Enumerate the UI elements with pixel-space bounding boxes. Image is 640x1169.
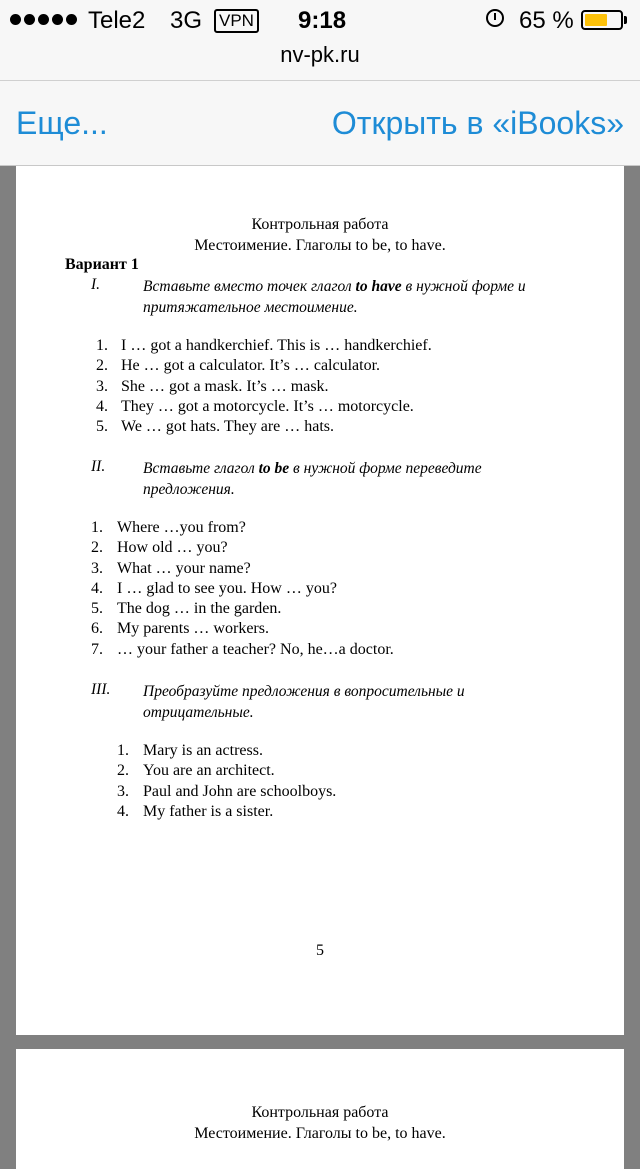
url-domain[interactable]: nv-pk.ru (280, 42, 360, 67)
item-number: 6. (91, 620, 103, 638)
document-toolbar (0, 80, 640, 166)
document-subtitle: Местоимение. Глаголы to be, to have. (194, 237, 446, 254)
list-item (117, 741, 336, 761)
item-number: 4. (91, 579, 103, 597)
exercise-list (117, 741, 336, 822)
item-text: How old … you? (117, 539, 228, 557)
list-item (96, 356, 432, 376)
item-text: Where …you from? (117, 519, 246, 536)
list-item (91, 619, 394, 639)
item-text: … your father a teacher? No, he…a doctor. (117, 640, 394, 658)
list-item (117, 761, 336, 781)
instruction-bold-text: to be (258, 460, 290, 477)
next-document-page (16, 1049, 624, 1169)
list-item (91, 518, 394, 538)
list-item (91, 559, 394, 579)
section-number: III. (91, 681, 111, 698)
section-number: I. (91, 276, 101, 293)
battery-percent: 65 % (519, 7, 574, 34)
open-in-ibooks-button[interactable]: Открыть в «iBooks» (331, 105, 624, 141)
item-number: 1. (91, 519, 103, 536)
document-page (16, 166, 624, 1035)
list-item (96, 377, 432, 397)
instruction-text: Вставьте глагол (143, 460, 259, 477)
item-number: 3. (96, 377, 108, 395)
variant-heading: Вариант 1 (65, 256, 139, 273)
item-text: The dog … in the garden. (117, 600, 282, 618)
battery-icon (581, 10, 623, 30)
item-text: My father is a sister. (143, 802, 274, 820)
item-number: 3. (117, 782, 129, 800)
page-number: 5 (316, 942, 324, 959)
instruction-text: Преобразуйте предложения в вопросительные и отрицательные. (143, 683, 465, 721)
document-title: Контрольная работа (251, 1104, 389, 1121)
item-text: I … got a handkerchief. This is … handkerchief. (121, 337, 432, 354)
item-text: You are an architect. (143, 762, 275, 780)
list-item (117, 802, 336, 822)
instruction-text: в нужной форме и притяжательное местоимение. (143, 278, 526, 316)
item-text: Mary is an actress. (143, 742, 263, 759)
list-item (91, 579, 394, 599)
exercise-list (91, 518, 394, 660)
alarm-icon (486, 9, 504, 27)
section-instruction (143, 681, 523, 723)
list-item (96, 336, 432, 356)
item-text: Paul and John are schoolboys. (143, 782, 337, 800)
carrier-name: Tele2 (88, 7, 146, 34)
instruction-text: в нужной форме переведите предложения. (143, 460, 482, 498)
item-text: She … got a mask. It’s … mask. (121, 377, 329, 395)
item-text: My parents … workers. (117, 620, 269, 638)
list-item (117, 782, 336, 802)
network-type: 3G (170, 7, 203, 34)
document-subtitle: Местоимение. Глаголы to be, to have. (194, 1125, 446, 1142)
list-item (91, 640, 394, 660)
list-item (96, 417, 432, 437)
item-number: 2. (117, 762, 129, 780)
instruction-text: Вставьте вместо точек глагол (143, 278, 356, 295)
list-item (96, 397, 432, 417)
item-number: 1. (117, 742, 129, 759)
list-item (91, 599, 394, 619)
list-item (91, 538, 394, 558)
more-button[interactable]: Еще... (16, 105, 108, 141)
instruction-bold-text: to have (355, 278, 402, 295)
clock: 9:18 (298, 7, 347, 34)
item-number: 4. (117, 802, 129, 820)
item-text: We … got hats. They are … hats. (121, 418, 335, 436)
item-number: 2. (96, 357, 108, 375)
status-bar (0, 0, 640, 42)
item-number: 7. (91, 640, 103, 658)
item-text: He … got a calculator. It’s … calculator. (121, 357, 381, 375)
item-number: 2. (91, 539, 103, 557)
item-text: I … glad to see you. How … you? (117, 579, 337, 597)
item-number: 3. (91, 559, 103, 577)
section-instruction (143, 458, 543, 500)
address-bar[interactable] (0, 42, 640, 80)
section-instruction (143, 276, 583, 318)
battery-tip (624, 16, 627, 24)
item-number: 5. (91, 600, 103, 618)
battery-fill (585, 14, 607, 26)
item-text: What … your name? (117, 559, 251, 577)
vpn-badge: VPN (214, 9, 259, 33)
item-number: 4. (96, 397, 108, 415)
exercise-list (96, 336, 432, 437)
item-number: 5. (96, 418, 108, 436)
signal-strength-icon (10, 14, 80, 32)
item-text: They … got a motorcycle. It’s … motorcycle. (121, 397, 414, 415)
document-title: Контрольная работа (251, 216, 389, 233)
item-number: 1. (96, 337, 108, 354)
section-number: II. (91, 458, 106, 475)
